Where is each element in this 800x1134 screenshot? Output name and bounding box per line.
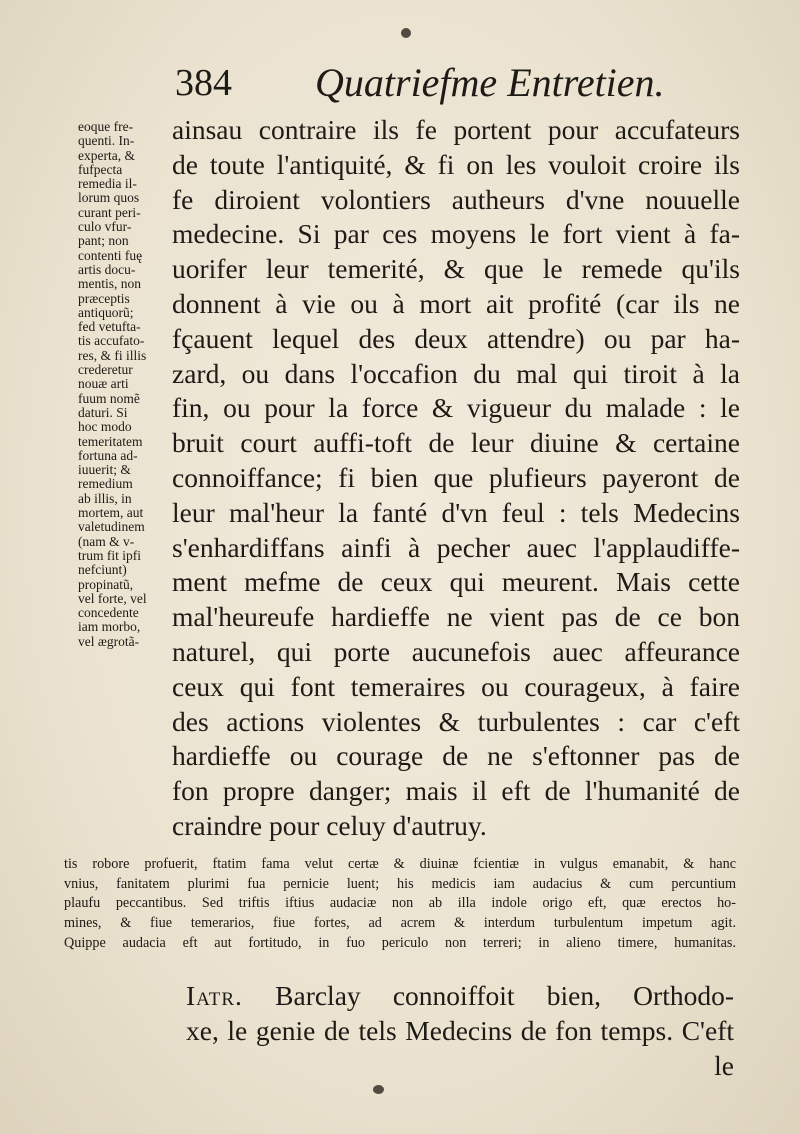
marginal-line: crederetur xyxy=(78,362,133,378)
dialogue-line: xe, le genie de tels Medecins de fon temps. C'eft xyxy=(186,1015,734,1046)
marginal-line: artis docu- xyxy=(78,261,136,277)
marginal-line: lorum quos xyxy=(78,190,140,206)
ink-spot-top xyxy=(401,28,411,38)
page-number: 384 xyxy=(175,62,232,104)
text-line: hardieffe ou courage de ne s'eftonner pas de xyxy=(172,740,740,772)
ink-spot-bottom xyxy=(373,1085,384,1094)
marginal-line: fufpecta xyxy=(78,161,123,177)
dialogue-line xyxy=(186,978,734,1013)
marginal-line: experta, & xyxy=(78,147,135,163)
text-line: fon propre danger; mais il eft de l'humanité de xyxy=(172,775,740,807)
marginal-line: nouæ arti xyxy=(78,376,129,392)
page-header xyxy=(175,60,735,106)
marginal-line: pant; non xyxy=(78,233,129,249)
marginal-line: daturi. Si xyxy=(78,404,128,420)
footnote-line: plaufu peccantibus. Sed triftis iftius audaciæ non ab illa indole origo eft, quæ erectos ho- xyxy=(64,895,736,912)
text-line: craindre pour celuy d'autruy. xyxy=(172,809,487,841)
marginal-line: eoque fre- xyxy=(78,119,134,134)
text-line: s'enhardiffans ainfi à pecher auec l'applaudiffe- xyxy=(172,531,740,563)
marginal-line: curant peri- xyxy=(78,204,141,220)
speaker-name: Iatr. xyxy=(186,980,243,1011)
marginal-line: culo vfur- xyxy=(78,219,132,235)
marginal-line: remedium xyxy=(78,476,133,492)
marginal-line: contenti fuę xyxy=(78,247,143,263)
marginal-line: concedente xyxy=(78,605,139,621)
marginal-line: vel ægrotã- xyxy=(78,633,140,649)
marginal-line: nefciunt) xyxy=(78,562,127,578)
dialogue-text: Barclay connoiffoit bien, Orthodo- xyxy=(275,980,734,1011)
text-line: connoiffance; fi bien que plufieurs payeront de xyxy=(172,461,740,493)
latin-footnote xyxy=(64,855,736,953)
marginal-line: tis accufato- xyxy=(78,333,145,349)
text-line: bruit court auffi-toft de leur diuine & certaine xyxy=(172,427,740,459)
marginal-line: fortuna ad- xyxy=(78,447,138,463)
text-line: ment mefme de ceux qui meurent. Mais cette xyxy=(172,566,740,598)
footnote-line: mines, & fiue temerarios, fiue fortes, ad acrem & interdum turbulentum impetum agit. xyxy=(64,915,736,932)
text-line: ceux qui font temeraires ou courageux, à faire xyxy=(172,670,740,702)
marginal-line: antiquorũ; xyxy=(78,304,134,320)
dialogue-paragraph xyxy=(186,978,734,1083)
catchword: le xyxy=(714,1050,734,1081)
marginal-line: vel forte, vel xyxy=(78,590,147,606)
text-line: donnent à vie ou à mort ait profité (car ils ne xyxy=(172,287,740,319)
text-line: fçauent lequel des deux attendre) ou par ha- xyxy=(172,322,740,354)
marginal-line: præceptis xyxy=(78,290,130,306)
marginal-line: temeritatem xyxy=(78,433,143,449)
marginal-line: propinatũ, xyxy=(78,576,134,592)
marginal-line: quenti. In- xyxy=(78,133,135,149)
marginal-line: hoc modo xyxy=(78,419,132,435)
footnote-line: tis robore profuerit, ftatim fama velut certæ & diuinæ fcientiæ in vulgus emanabit, & hanc xyxy=(64,856,736,872)
marginal-line: remedia il- xyxy=(78,176,137,192)
marginal-line: iuuerit; & xyxy=(78,462,131,478)
marginal-line: trum fit ipfi xyxy=(78,547,141,563)
text-line: fin, ou pour la force & vigueur du malade : le xyxy=(172,392,740,424)
text-line: leur mal'heur la fanté d'vn feul : tels Medecins xyxy=(172,496,740,528)
footnote-line: vnius, fanitatem plurimi fua pernicie luent; his medicis iam audacius & cum percuntium xyxy=(64,875,736,892)
text-line: ainsau contraire ils fe portent pour accufateurs xyxy=(172,114,740,145)
marginal-line: mortem, aut xyxy=(78,505,144,521)
marginal-line: iam morbo, xyxy=(78,619,141,635)
running-head: Quatriefme Entretien. xyxy=(315,60,665,105)
marginal-line: res, & fi illis xyxy=(78,347,147,363)
text-line: zard, ou dans l'occafion du mal qui tiroit à la xyxy=(172,357,740,389)
text-line: fe diroient volontiers autheurs d'vne nouuelle xyxy=(172,183,740,215)
marginal-line: fuum nomẽ xyxy=(78,390,140,406)
footnote-line: Quippe audacia eft aut fortitudo, in fuo periculo non terreri; in alieno timere, humanitas. xyxy=(64,934,736,951)
text-line: naturel, qui porte aucunefois auec affeurance xyxy=(172,635,740,667)
marginal-line: fed vetufta- xyxy=(78,319,141,335)
main-text xyxy=(172,113,740,844)
text-line: mal'heureufe hardieffe ne vient pas de ce bon xyxy=(172,601,740,633)
text-line: de toute l'antiquité, & fi on les vouloit croire ils xyxy=(172,148,740,180)
marginal-line: mentis, non xyxy=(78,276,141,292)
text-line: des actions violentes & turbulentes : car c'eft xyxy=(172,705,740,737)
marginal-line: valetudinem xyxy=(78,519,145,535)
text-line: medecine. Si par ces moyens le fort vient à fa- xyxy=(172,218,740,250)
marginal-line: ab illis, in xyxy=(78,490,132,506)
text-line: uorifer leur temerité, & que le remede qu'ils xyxy=(172,253,740,285)
marginal-gloss xyxy=(78,120,176,649)
marginal-line: (nam & v- xyxy=(78,533,135,549)
